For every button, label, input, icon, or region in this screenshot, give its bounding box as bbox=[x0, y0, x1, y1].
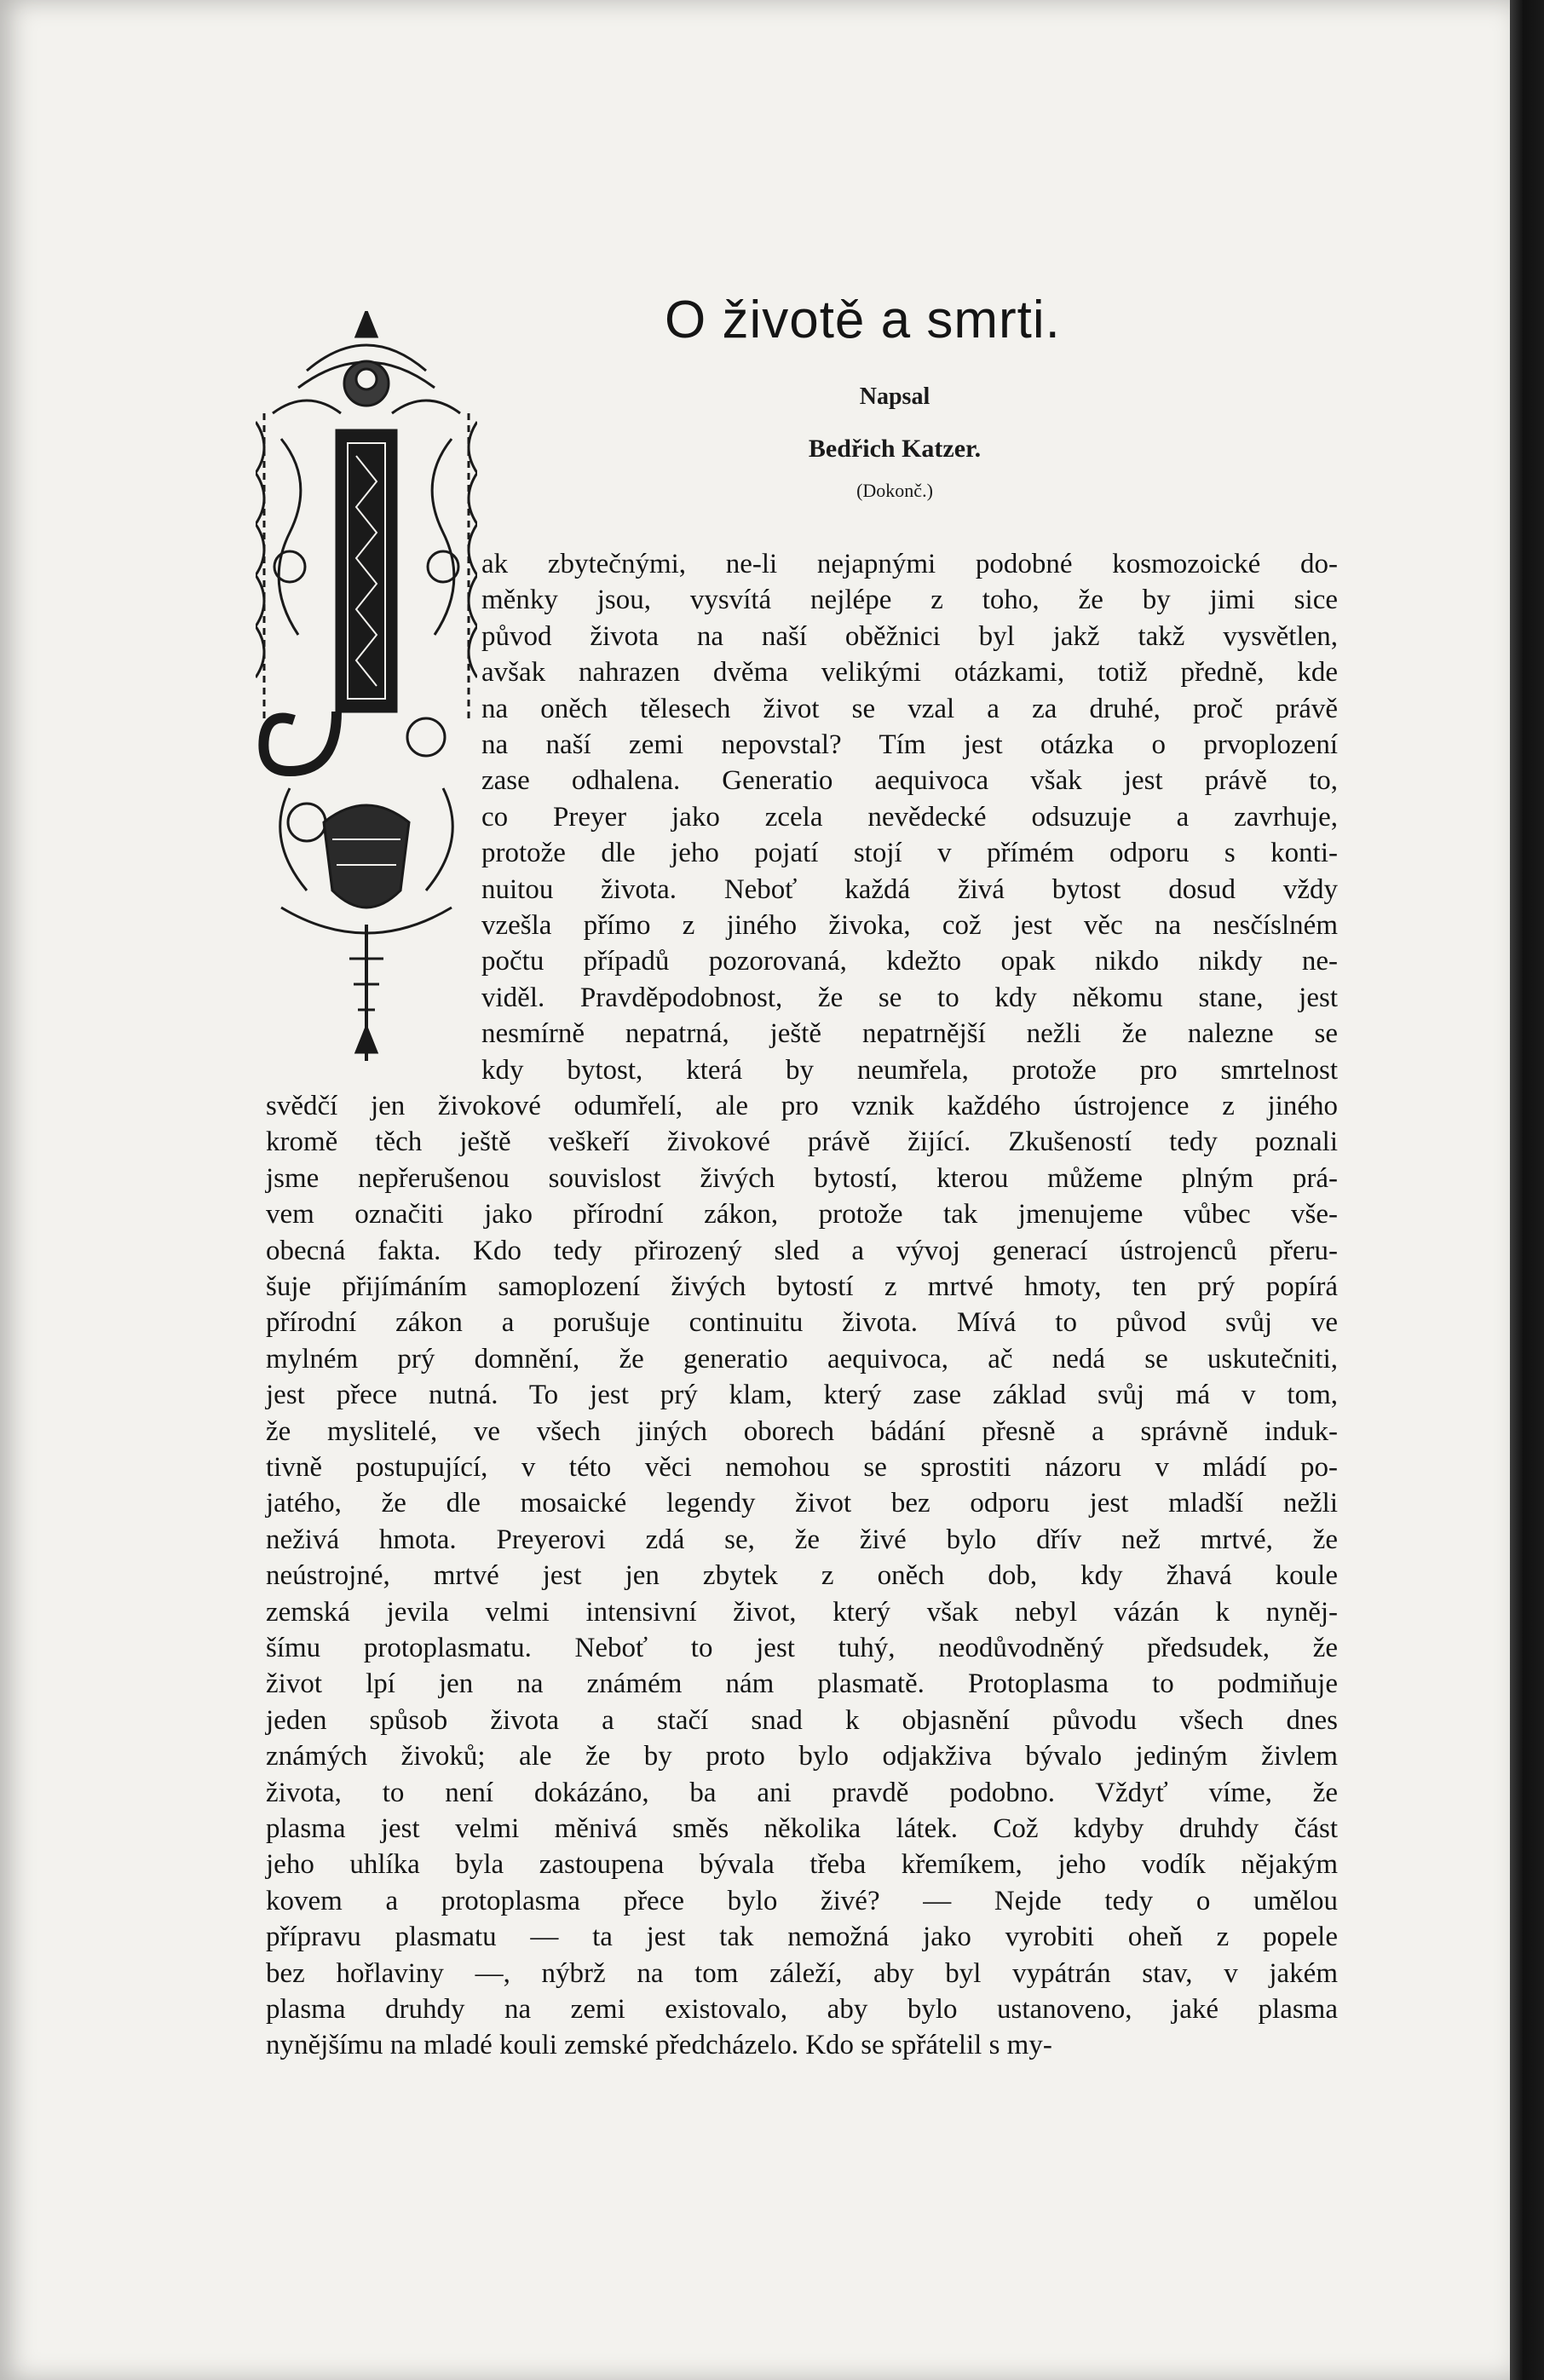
text-line: jatého, že dle mosaické legendy život bez odporu jest mladší nežli bbox=[266, 1488, 1338, 1519]
text-line: tivně postupující, v této věci nemohou se sprostiti názoru v mládí po- bbox=[266, 1452, 1338, 1483]
text-line: zemská jevila velmi intensivní život, který však nebyl vázán k nyněj- bbox=[266, 1596, 1338, 1628]
text-line: co Preyer jako zcela nevědecké odsuzuje a zavrhuje, bbox=[481, 801, 1338, 833]
text-line: plasma jest velmi měnivá směs několika látek. Což kdyby druhdy část bbox=[266, 1813, 1338, 1844]
text-line: vem označiti jako přírodní zákon, protože tak jmenujeme vůbec vše- bbox=[266, 1199, 1338, 1230]
text-line: měnky jsou, vysvítá nejlépe z toho, že by jimi sice bbox=[481, 585, 1338, 616]
book-edge bbox=[1510, 0, 1544, 2380]
text-line: vzešla přímo z jiného živoka, což jest věc na nesčíslném bbox=[481, 910, 1338, 941]
text-line: přírodní zákon a porušuje continuitu života. Mívá to původ svůj ve bbox=[266, 1307, 1338, 1339]
ornamental-initial-j-icon bbox=[256, 311, 477, 1061]
text-line: počtu případů pozorovaná, kdežto opak nikdo nikdy ne- bbox=[481, 946, 1338, 977]
text-line: nesmírně nepatrná, ještě nepatrnější nežli že nalezne se bbox=[481, 1018, 1338, 1050]
text-line: přípravu plasmatu — ta jest tak nemožná jako vyrobiti oheň z popele bbox=[266, 1922, 1338, 1953]
text-line: mylném prý domnění, že generatio aequivoca, ač nedá se uskutečniti, bbox=[266, 1343, 1338, 1374]
text-line: na naší zemi nepovstal? Tím jest otázka o prvoplození bbox=[481, 729, 1338, 760]
text-line: kromě těch ještě veškeří živokové právě žijící. Zkušeností tedy poznali bbox=[266, 1127, 1338, 1158]
text-line: jeden spůsob života a stačí snad k objasnění původu všech dnes bbox=[266, 1704, 1338, 1736]
text-line: šímu protoplasmatu. Neboť to jest tuhý, neodůvodněný předsudek, že bbox=[266, 1633, 1338, 1663]
text-line: jsme nepřerušenou souvislost živých bytostí, kterou můžeme plným prá- bbox=[266, 1162, 1338, 1194]
text-line: plasma druhdy na zemi existovalo, aby bylo ustanoveno, jaké plasma bbox=[266, 1994, 1338, 2025]
text-line: původ života na naší oběžnici byl jakž takž vysvětlen, bbox=[481, 620, 1338, 652]
text-line: kovem a protoplasma přece bylo živé? — Nejde tedy o umělou bbox=[266, 1885, 1338, 1916]
text-line: nynějšímu na mladé kouli zemské předcházelo. Kdo se spřátelil s my- bbox=[266, 2030, 1052, 2061]
text-line: života, to není dokázáno, ba ani pravdě podobno. Vždyť víme, že bbox=[266, 1777, 1338, 1808]
text-line: život lpí jen na známém nám plasmatě. Protoplasma to podmiňuje bbox=[266, 1668, 1338, 1700]
text-line: obecná fakta. Kdo tedy přirozený sled a vývoj generací ústrojenců přeru- bbox=[266, 1235, 1338, 1266]
article-title: O životě a smrti. bbox=[665, 291, 1061, 349]
text-line: jeho uhlíka byla zastoupena bývala třeba křemíkem, jeho vodík nějakým bbox=[266, 1849, 1338, 1881]
text-line: že myslitelé, ve všech jiných oborech bádání přesně a správně induk- bbox=[266, 1415, 1338, 1447]
text-line: protože dle jeho pojatí stojí v přímém odporu s konti- bbox=[481, 838, 1338, 869]
continuation-note: (Dokonč.) bbox=[856, 480, 933, 501]
text-line: ak zbytečnými, ne-li nejapnými podobné kosmozoické do- bbox=[481, 549, 1338, 579]
text-line: na oněch tělesech život se vzal a za druhé, proč právě bbox=[481, 693, 1338, 724]
byline: Napsal bbox=[859, 383, 930, 410]
author-name: Bedřich Katzer. bbox=[808, 435, 982, 463]
text-line: avšak nahrazen dvěma velikými otázkami, totiž předně, kde bbox=[481, 657, 1338, 689]
text-line: šuje přijímáním samoplození živých bytostí z mrtvé hmoty, ten prý popírá bbox=[266, 1271, 1338, 1302]
text-line: nuitou života. Neboť každá živá bytost dosud vždy bbox=[481, 873, 1338, 905]
text-line: jest přece nutná. To jest prý klam, který zase základ svůj má v tom, bbox=[266, 1380, 1338, 1411]
text-line: bez hořlaviny —, nýbrž na tom záleží, aby byl vypátrán stav, v jakém bbox=[266, 1957, 1338, 1989]
text-line: neústrojné, mrtvé jest jen zbytek z oněch dob, kdy žhavá koule bbox=[266, 1560, 1338, 1592]
text-line: zase odhalena. Generatio aequivoca však jest právě to, bbox=[481, 765, 1338, 797]
text-line: svědčí jen živokové odumřelí, ale pro vznik každého ústrojence z jiného bbox=[266, 1091, 1338, 1121]
text-line: známých živoků; ale že by proto bylo odjakživa bývalo jediným živlem bbox=[266, 1741, 1338, 1772]
text-line: viděl. Pravděpodobnost, že se to kdy někomu stane, jest bbox=[481, 982, 1338, 1013]
text-line: neživá hmota. Preyerovi zdá se, že živé bylo dřív než mrtvé, že bbox=[266, 1524, 1338, 1555]
text-line: kdy bytost, která by neumřela, protože pro smrtelnost bbox=[481, 1054, 1338, 1086]
